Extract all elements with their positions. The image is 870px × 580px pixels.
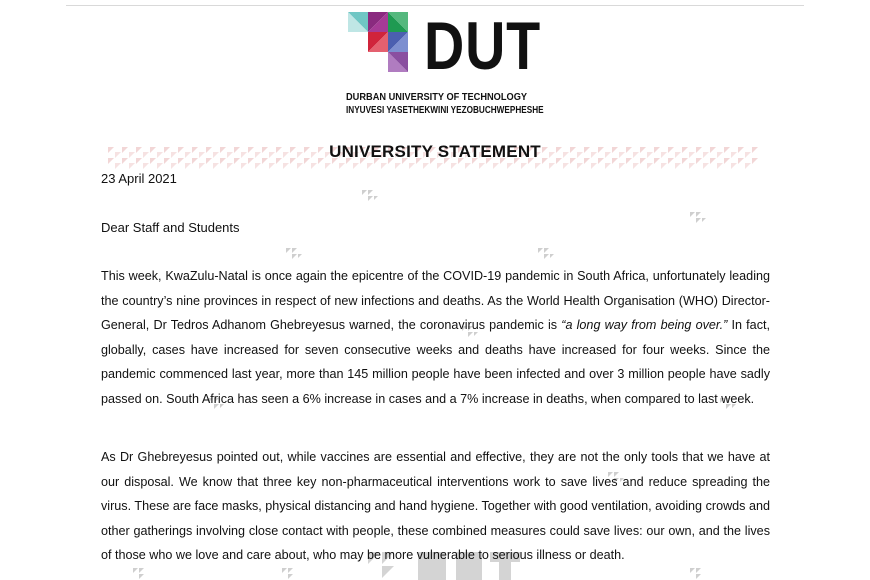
dut-logo-mark-icon: [346, 10, 426, 78]
watermark-mark-icon: [133, 568, 149, 580]
watermark-mark-icon: [282, 568, 298, 580]
paragraph-1-text-end: In fact, globally, cases have increased for seven consecutive weeks and deaths have increased for four weeks. Since the pandemic commenced last year, more than 145 million people have been infected and over 3 million people have sadly passed on. South Africa has seen a 6% increase in cases and a 7% increase in deaths, when compared to last week.: [101, 318, 770, 406]
logo-university-name: DURBAN UNIVERSITY OF TECHNOLOGY: [346, 91, 528, 103]
logo-wordmark: DUT: [424, 8, 542, 84]
watermark-mark-icon: [286, 248, 302, 262]
statement-title: UNIVERSITY STATEMENT: [329, 142, 541, 161]
watermark-mark-icon: [690, 568, 706, 580]
watermark-mark-icon: [362, 190, 378, 204]
paragraph-1-text-start: This week, KwaZulu-Natal is once again the epicentre of the COVID-19 pandemic in South Africa, unfortunately leading the country’s nine provinces in respect of new infections and deaths. As the World Health Organisation (WHO) Director-General, Dr Tedros Adhanom Ghebreyesus warned, the coronavirus pandemic is: [101, 269, 770, 333]
watermark-mark-icon: [538, 248, 554, 262]
statement-paragraph-1: [101, 264, 770, 412]
statement-salutation: Dear Staff and Students: [101, 220, 240, 235]
dut-logo: [346, 8, 544, 122]
top-rule: [66, 5, 804, 6]
statement-paragraph-2: As Dr Ghebreyesus pointed out, while vaccines are essential and effective, they are not the only tools that we have at our disposal. We know that three key non-pharmaceutical interventions work to save lives and reduce spreading the virus. These are face masks, physical distancing and hand hygiene. Together with good ventilation, avoiding crowds and other gatherings involving close contact with people, these combined measures could save lives: our own, and the lives of those who we love and care about, who may be more vulnerable to serious illness or death.: [101, 450, 770, 563]
statement-date: 23 April 2021: [101, 171, 177, 186]
who-quote: “a long way from being over.”: [561, 318, 728, 333]
watermark-mark-icon: [690, 212, 706, 226]
logo-university-subname: INYUVESI YASETHEKWINI YEZOBUCHWEPHESHE: [346, 105, 544, 116]
